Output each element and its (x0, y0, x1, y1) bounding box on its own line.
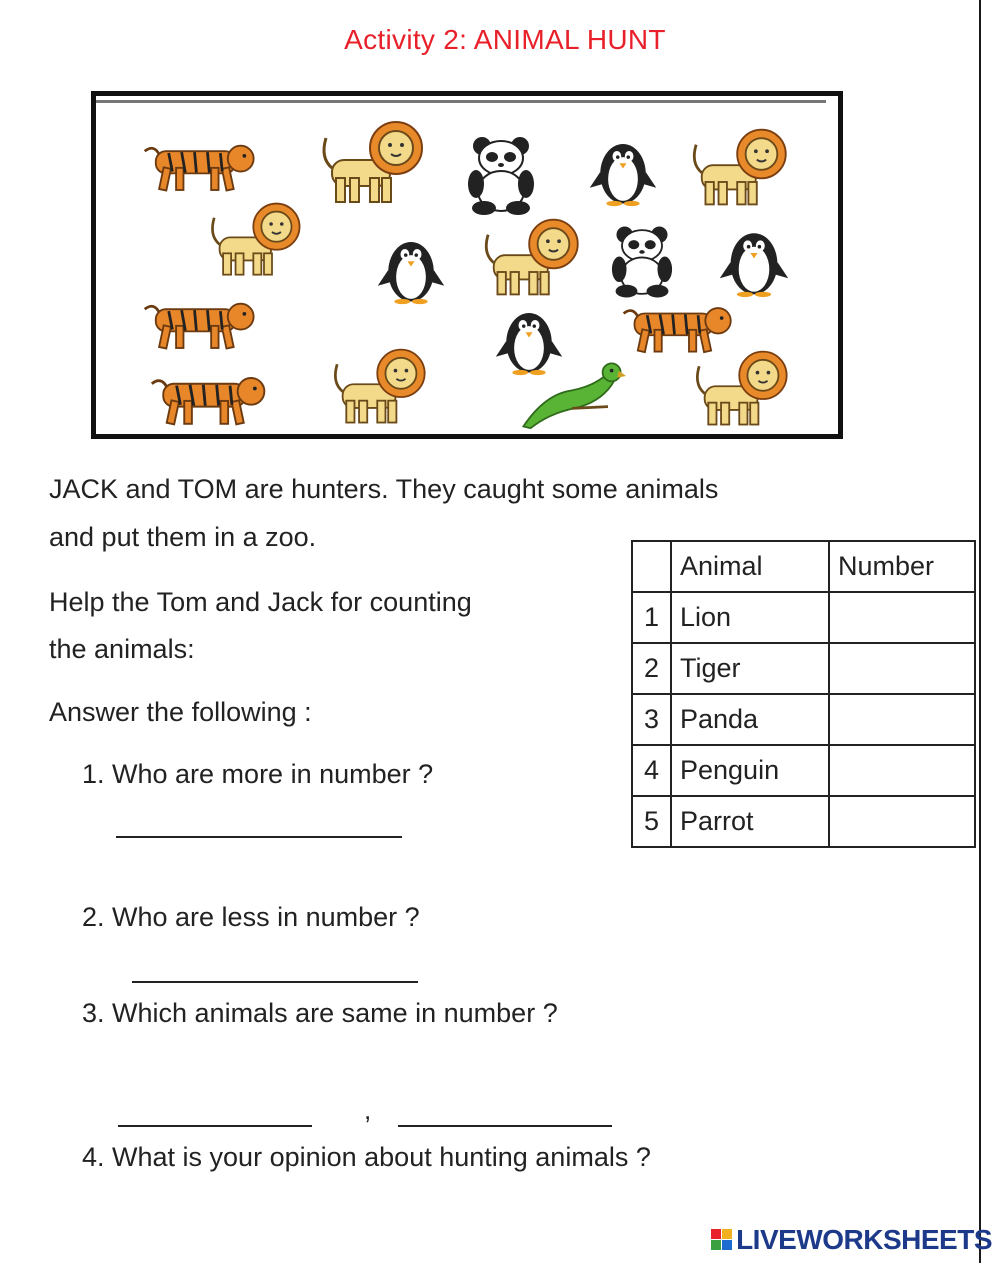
picture-rule (96, 100, 826, 103)
table-row (632, 745, 975, 796)
liveworksheets-brand[interactable] (711, 1224, 992, 1256)
table-row (632, 592, 975, 643)
row-number-input[interactable] (829, 643, 975, 694)
lion-icon (686, 348, 798, 430)
row-animal: Panda (671, 694, 829, 745)
penguin-icon (588, 136, 658, 208)
row-animal: Penguin (671, 745, 829, 796)
question-4: 4. What is your opinion about hunting animals ? (82, 1142, 651, 1172)
page-right-border (979, 0, 981, 1263)
answer-blank-3a[interactable] (118, 1125, 312, 1127)
question-1: 1. Who are more in number ? (82, 759, 434, 789)
liveworksheets-logo-icon (711, 1229, 733, 1251)
intro-line-2: and put them in a zoo. (49, 522, 317, 552)
tiger-icon (141, 138, 261, 194)
row-index: 4 (632, 745, 671, 796)
tiger-icon (148, 370, 272, 428)
answer-comma: , (364, 1095, 372, 1125)
row-index: 5 (632, 796, 671, 847)
tiger-icon (141, 296, 261, 352)
row-index: 3 (632, 694, 671, 745)
answer-blank-3b[interactable] (398, 1125, 612, 1127)
activity-title: Activity 2: ANIMAL HUNT (344, 24, 666, 55)
header-animal: Animal (671, 541, 829, 592)
row-number-input[interactable] (829, 694, 975, 745)
answer-heading: Answer the following : (49, 697, 312, 727)
intro-line-1: JACK and TOM are hunters. They caught some animals (49, 474, 719, 504)
row-index: 2 (632, 643, 671, 694)
table-header-row (632, 541, 975, 592)
help-line-2: the animals: (49, 634, 195, 664)
row-animal: Lion (671, 592, 829, 643)
row-index: 1 (632, 592, 671, 643)
penguin-icon (376, 234, 446, 306)
lion-icon (684, 126, 796, 210)
table-row (632, 694, 975, 745)
row-number-input[interactable] (829, 592, 975, 643)
answer-blank-1[interactable] (116, 836, 402, 838)
panda-icon (456, 136, 546, 216)
table-row (632, 643, 975, 694)
panda-icon (601, 224, 683, 300)
header-index (632, 541, 671, 592)
question-2: 2. Who are less in number ? (82, 902, 420, 932)
lion-icon (196, 200, 316, 280)
help-line-1: Help the Tom and Jack for counting (49, 587, 472, 617)
question-3: 3. Which animals are same in number ? (82, 998, 558, 1028)
animal-picture (91, 91, 843, 439)
header-number: Number (829, 541, 975, 592)
parrot-icon (516, 358, 628, 430)
row-number-input[interactable] (829, 745, 975, 796)
lion-icon (476, 216, 588, 300)
lion-icon (324, 346, 436, 428)
penguin-icon (718, 224, 790, 300)
answer-blank-2[interactable] (132, 981, 418, 983)
row-animal: Tiger (671, 643, 829, 694)
count-table (631, 540, 976, 848)
table-row (632, 796, 975, 847)
lion-icon (318, 118, 428, 208)
row-number-input[interactable] (829, 796, 975, 847)
brand-text: LIVEWORKSHEETS (736, 1224, 992, 1255)
row-animal: Parrot (671, 796, 829, 847)
